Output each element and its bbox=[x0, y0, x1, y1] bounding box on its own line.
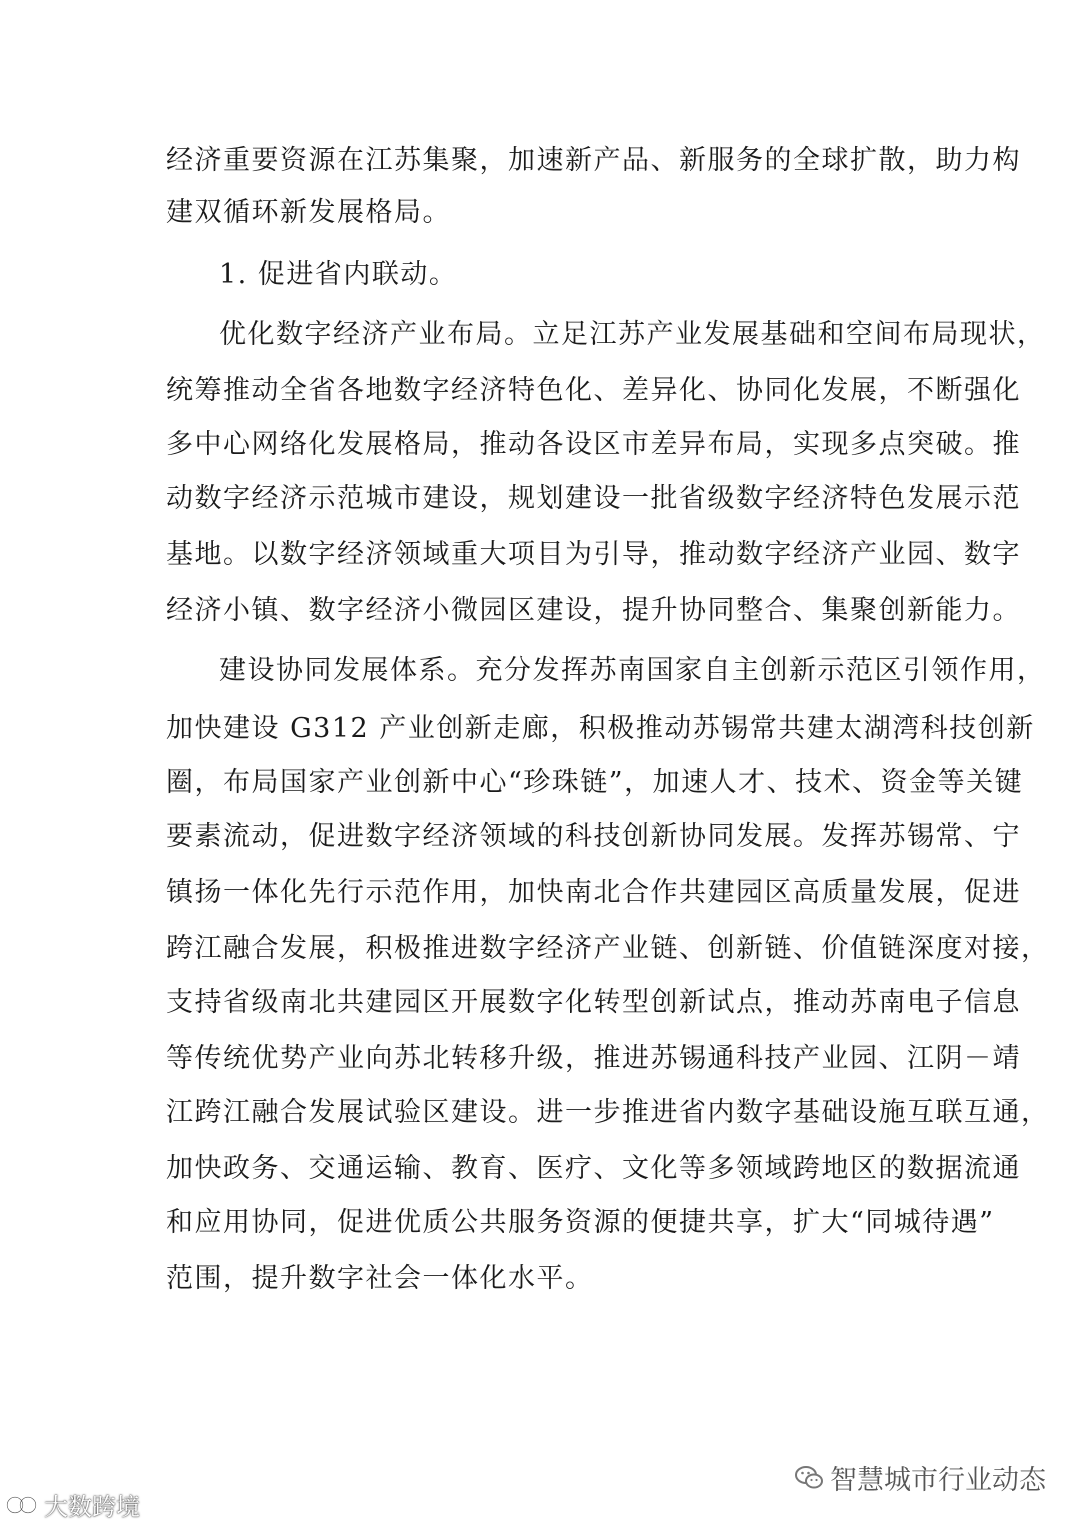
text-line: 基地。以数字经济领域重大项目为引导，推动数字经济产业园、数字 bbox=[166, 539, 1021, 570]
text-line: 江跨江融合发展试验区建设。进一步推进省内数字基础设施互联互通， bbox=[166, 1097, 1050, 1128]
text-line: 跨江融合发展，积极推进数字经济产业链、创新链、价值链深度对接， bbox=[166, 933, 1050, 964]
text-line: 范围，提升数字社会一体化水平。 bbox=[166, 1263, 594, 1294]
watermark-left-text: 大数跨境 bbox=[44, 1493, 140, 1521]
paragraph-start: 建设协同发展体系。充分发挥苏南国家自主创新示范区引领作用， bbox=[219, 655, 1046, 686]
watermark-logo-icon bbox=[6, 1494, 40, 1516]
text-line: 要素流动，促进数字经济领域的科技创新协同发展。发挥苏锡常、宁 bbox=[166, 821, 1021, 852]
watermark-left bbox=[6, 1487, 140, 1522]
section-heading: 1. 促进省内联动。 bbox=[219, 259, 458, 290]
text-line: 经济重要资源在江苏集聚，加速新产品、新服务的全球扩散，助力构 bbox=[166, 145, 1021, 176]
text-line: 圈，布局国家产业创新中心“珍珠链”，加速人才、技术、资金等关键 bbox=[166, 767, 1024, 798]
text-line: 加快建设 G312 产业创新走廊，积极推动苏锡常共建太湖湾科技创新 bbox=[166, 713, 1035, 744]
text-line: 多中心网络化发展格局，推动各设区市差异布局，实现多点突破。推 bbox=[166, 429, 1021, 460]
text-line: 统筹推动全省各地数字经济特色化、差异化、协同化发展，不断强化 bbox=[166, 375, 1021, 406]
text-line: 建双循环新发展格局。 bbox=[166, 197, 451, 228]
text-line: 支持省级南北共建园区开展数字化转型创新试点，推动苏南电子信息 bbox=[166, 987, 1021, 1018]
text-line: 等传统优势产业向苏北转移升级，推进苏锡通科技产业园、江阴－靖 bbox=[166, 1043, 1021, 1074]
watermark-right bbox=[794, 1458, 1046, 1497]
text-line: 动数字经济示范城市建设，规划建设一批省级数字经济特色发展示范 bbox=[166, 483, 1021, 514]
wechat-icon bbox=[794, 1464, 824, 1492]
text-line: 和应用协同，促进优质公共服务资源的便捷共享，扩大“同城待遇” bbox=[166, 1207, 995, 1238]
paragraph-start: 优化数字经济产业布局。立足江苏产业发展基础和空间布局现状， bbox=[219, 319, 1046, 350]
text-line: 加快政务、交通运输、教育、医疗、文化等多领域跨地区的数据流通 bbox=[166, 1153, 1021, 1184]
watermark-right-text: 智慧城市行业动态 bbox=[830, 1465, 1046, 1496]
text-line: 镇扬一体化先行示范作用，加快南北合作共建园区高质量发展，促进 bbox=[166, 877, 1021, 908]
text-line: 经济小镇、数字经济小微园区建设，提升协同整合、集聚创新能力。 bbox=[166, 595, 1021, 626]
